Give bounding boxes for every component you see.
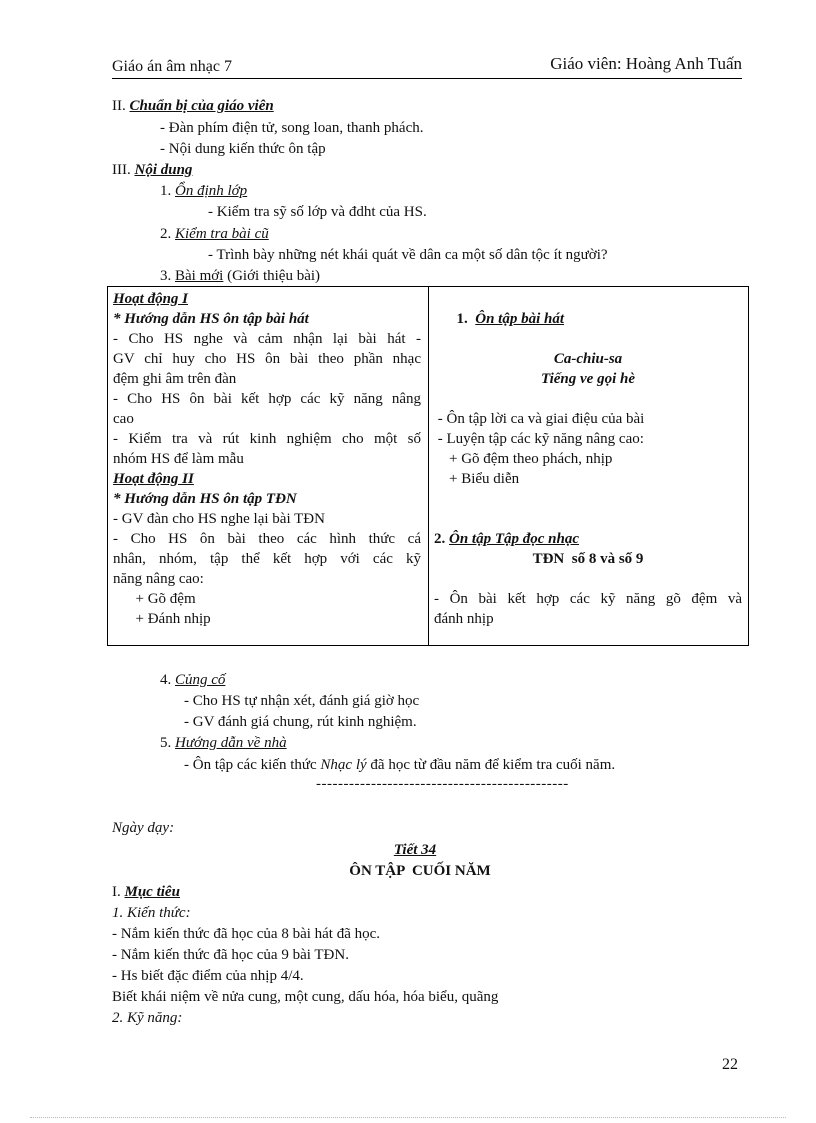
content-line: đánh nhịp — [434, 611, 494, 627]
part-2-title: Ôn tập Tập đọc nhạc — [449, 531, 580, 547]
step-1-title: Ổn định lớp — [175, 183, 248, 199]
content-line: + Biểu diễn — [434, 471, 520, 487]
section-separator: ---------------------------------------------- — [316, 776, 569, 792]
content-line: - Ôn tập lời ca và giai điệu của bài — [434, 411, 645, 427]
activity-line: - Cho HS ôn bài theo các hình thức cá — [113, 531, 421, 547]
activity-line: nhóm HS để làm mẫu — [113, 451, 244, 467]
objectives-title: Mục tiêu — [124, 884, 180, 900]
part-1-number: 1. — [456, 311, 476, 327]
step-4-heading — [160, 670, 225, 690]
section-2-title: Chuẩn bị của giáo viên — [129, 98, 274, 114]
consolidation-item: - Cho HS tự nhận xét, đánh giá giờ học — [184, 693, 420, 709]
knowledge-heading: 1. Kiến thức: — [112, 905, 191, 921]
skills-heading: 2. Kỹ năng: — [112, 1010, 183, 1026]
knowledge-item: - Nắm kiến thức đã học của 9 bài TĐN. — [112, 947, 349, 963]
homework-pre: - Ôn tập các kiến thức — [184, 757, 321, 773]
teaching-date-label: Ngày dạy: — [112, 820, 175, 836]
section-3-heading — [112, 160, 192, 180]
step-5-heading — [160, 733, 287, 753]
step-5-title: Hướng dẫn về nhà — [175, 735, 287, 751]
prep-item: - Đàn phím điện tử, song loan, thanh phách. — [160, 120, 424, 136]
activity-line: - Kiểm tra và rút kinh nghiệm cho một số — [113, 431, 421, 447]
section-2-heading — [112, 96, 274, 116]
part-1-heading — [434, 289, 742, 349]
activity-1-title: Hoạt động I — [113, 291, 189, 307]
knowledge-item: - Nắm kiến thức đã học của 8 bài hát đã học. — [112, 926, 381, 942]
step-3-note: (Giới thiệu bài) — [223, 268, 321, 284]
lesson-title: ÔN TẬP CUỐI NĂM — [349, 863, 491, 879]
part-1-title: Ôn tập bài hát — [475, 311, 565, 327]
header-teacher: Giáo viên: Hoàng Anh Tuấn — [550, 54, 742, 73]
lesson-number: Tiết 34 — [393, 842, 437, 858]
teacher-activities-cell — [113, 289, 421, 629]
homework-post: đã học từ đầu năm để kiểm tra cuối năm. — [366, 757, 616, 773]
knowledge-item: Biết khái niệm về nửa cung, một cung, dấu hóa, hóa biểu, quãng — [112, 989, 499, 1005]
page-header — [112, 52, 742, 79]
table-divider — [428, 287, 429, 645]
prep-item: - Nội dung kiến thức ôn tập — [160, 141, 326, 157]
objectives-heading — [112, 882, 180, 902]
step-2-number: 2. — [160, 226, 175, 242]
step-2-title: Kiểm tra bài cũ — [175, 226, 269, 242]
tdn-title: TĐN số 8 và số 9 — [532, 551, 644, 567]
knowledge-item: - Hs biết đặc điểm của nhịp 4/4. — [112, 968, 304, 984]
activity-line: nhân, nhóm, tập thể kết hợp với các kỹ — [113, 551, 421, 567]
consolidation-item: - GV đánh giá chung, rút kinh nghiệm. — [184, 714, 417, 730]
activity-line: đệm ghi âm trên đàn — [113, 371, 237, 387]
spacer — [434, 389, 742, 409]
step-3-number: 3. — [160, 268, 175, 284]
content-line: - Luyện tập các kỹ năng nâng cao: — [434, 431, 644, 447]
step-2-heading — [160, 224, 269, 244]
spacer — [434, 509, 742, 529]
activity-line: năng nâng cao: — [113, 571, 204, 587]
spacer — [434, 569, 742, 589]
step-1-text: - Kiểm tra sỹ số lớp và đdht của HS. — [208, 204, 427, 220]
content-line: - Ôn bài kết hợp các kỹ năng gõ đệm và — [434, 591, 742, 607]
activity-line: + Đánh nhịp — [113, 611, 211, 627]
section-3-number: III. — [112, 162, 135, 178]
song-title: Ca-chiu-sa — [553, 351, 623, 367]
section-3-title: Nội dung — [134, 162, 193, 178]
step-1-number: 1. — [160, 183, 175, 199]
step-1-heading — [160, 181, 247, 201]
activity-line: + Gõ đệm — [113, 591, 196, 607]
song-title: Tiếng ve gọi hè — [540, 371, 635, 387]
page-number: 22 — [722, 1056, 738, 1073]
activity-line: cao — [113, 411, 134, 427]
part-2-heading — [434, 529, 742, 549]
objectives-number: I. — [112, 884, 125, 900]
activity-line: - Cho HS nghe và cảm nhận lại bài hát - — [113, 331, 421, 347]
step-5-number: 5. — [160, 735, 175, 751]
activity-2-title: Hoạt động II — [113, 471, 194, 487]
step-3-heading — [160, 266, 320, 286]
section-2-number: II. — [112, 98, 130, 114]
activity-line: GV chỉ huy cho HS ôn bài theo phần nhạc — [113, 351, 421, 367]
content-line: + Gõ đệm theo phách, nhịp — [434, 451, 613, 467]
activity-line: - Cho HS ôn bài kết hợp các kỹ năng nâng — [113, 391, 421, 407]
activity-1-guide: * Hướng dẫn HS ôn tập bài hát — [113, 311, 309, 327]
step-2-text: - Trình bày những nét khái quát về dân ca một số dân tộc ít người? — [208, 247, 608, 263]
activities-table — [107, 286, 749, 646]
homework-emphasis: Nhạc lý — [320, 757, 367, 773]
activity-line: - GV đàn cho HS nghe lại bài TĐN — [113, 511, 325, 527]
step-4-title: Củng cố — [175, 672, 226, 688]
step-4-number: 4. — [160, 672, 175, 688]
step-3-title: Bài mới — [175, 268, 224, 284]
activity-2-guide: * Hướng dẫn HS ôn tập TĐN — [113, 491, 297, 507]
part-2-number: 2. — [434, 531, 449, 547]
spacer — [434, 489, 742, 509]
homework-text — [184, 755, 615, 775]
header-subject: Giáo án âm nhạc 7 — [112, 58, 232, 75]
content-cell — [434, 289, 742, 629]
page-edge-dots — [30, 1117, 786, 1118]
